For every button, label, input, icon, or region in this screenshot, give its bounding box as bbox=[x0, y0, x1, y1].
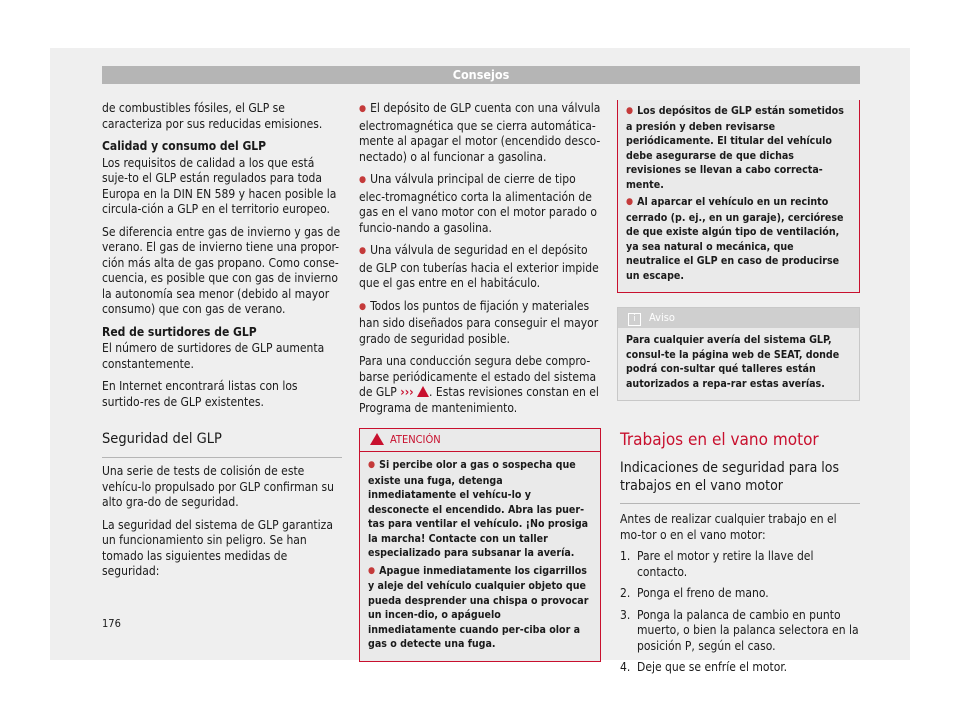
section-subtitle: Indicaciones de seguridad para los trabajos en el vano motor bbox=[620, 459, 860, 504]
step-number: 2. bbox=[620, 586, 631, 600]
warning-header bbox=[360, 429, 600, 452]
step-text: Pare el motor y retire la llave del contacto. bbox=[637, 549, 814, 579]
warning-text: Al aparcar el vehículo en un recinto cerrado (p. ej., en un garaje), cerciórese de que existe algún tipo de ventilación, ya sea natural o mecánica, que neutralice el GLP en caso de producirse un escape. bbox=[626, 196, 844, 282]
notice-body bbox=[618, 328, 859, 400]
warning-bullet bbox=[368, 564, 592, 652]
chapter-title: Trabajos en el vano motor bbox=[620, 430, 819, 450]
reference-arrow-link[interactable]: ››› bbox=[400, 385, 414, 399]
subheading-red-surtidores: Red de surtidores de GLP bbox=[102, 324, 257, 339]
warning-text: Si percibe olor a gas o sospecha que existe una fuga, detenga inmediatamente el vehícu-lo y desconecte el encendido. Abra las puer-tas para ventilar el vehículo. ¡No prosiga la marcha! Contacte con un taller especializado para subsanar la avería. bbox=[368, 459, 589, 559]
notice-text: Para cualquier avería del sistema GLP, consul-te la página web de SEAT, donde podrá con-sultar qué talleres están autorizados a repa-rar estas averías. bbox=[626, 334, 840, 390]
steps-list bbox=[620, 549, 860, 676]
paragraph-revision bbox=[359, 354, 601, 416]
warning-bullet bbox=[626, 195, 851, 283]
warning-triangle-icon bbox=[370, 433, 384, 445]
warning-box-continued bbox=[617, 100, 860, 293]
step-text: Ponga la palanca de cambio en punto muerto, o bien la palanca selectora en la posición P, según el caso. bbox=[637, 607, 859, 653]
paragraph-text: Para una conducción segura debe compro-barse periódicamente el estado del sistema de GLP bbox=[359, 354, 597, 399]
subheading-calidad: Calidad y consumo del GLP bbox=[102, 139, 267, 153]
header-title: Consejos bbox=[452, 67, 510, 82]
step-number: 1. bbox=[620, 549, 631, 563]
step-number: 3. bbox=[620, 607, 631, 622]
warning-title: ATENCIÓN bbox=[390, 433, 441, 446]
list-item bbox=[620, 608, 860, 655]
column-middle bbox=[359, 101, 601, 662]
bullet-text: Una válvula principal de cierre de tipo elec-tromagnético corta la alimentación de gas en el vano motor con el motor parado o funcio-nando a gasolina. bbox=[359, 172, 597, 235]
column-right bbox=[617, 100, 860, 682]
warning-bullet bbox=[368, 458, 592, 561]
paragraph: En Internet encontrará listas con los surtido-res de GLP existentes. bbox=[102, 379, 298, 409]
paragraph: de combustibles fósiles, el GLP se caracteriza por sus reducidas emisiones. bbox=[102, 101, 323, 131]
bullet-item bbox=[359, 101, 601, 165]
warning-text: Los depósitos de GLP están sometidos a presión y deben revisarse periódicamente. El titular del vehículo debe asegurarse de que dichas revisiones se llevan a cabo correcta-mente. bbox=[626, 105, 844, 191]
notice-header bbox=[618, 308, 859, 328]
info-icon: i bbox=[628, 313, 641, 326]
list-item bbox=[620, 586, 860, 602]
warning-bullet bbox=[626, 104, 851, 192]
column-left bbox=[102, 101, 342, 587]
bullet-item bbox=[359, 243, 601, 292]
bullet-text: Todos los puntos de fijación y materiales han sido diseñados para conseguir el mayor grado de seguridad posible. bbox=[359, 298, 599, 346]
section-title-seguridad: Seguridad del GLP bbox=[102, 430, 342, 458]
list-item bbox=[620, 549, 860, 580]
paragraph: Antes de realizar cualquier trabajo en el mo-tor o en el vano motor: bbox=[620, 512, 837, 542]
page-header bbox=[102, 66, 860, 84]
paragraph: Los requisitos de calidad a los que está suje-to el GLP están regulados para toda Europa en la DIN EN 589 y hacen posible la circula-ción a GLP en el territorio europeo. bbox=[102, 155, 337, 216]
paragraph: Se diferencia entre gas de invierno y gas de verano. El gas de invierno tiene una propor-ción más alta de gas propano. Como conse-cuencia, es posible que con gas de invierno la autonomía sea menor (debido al mayor consumo) que con gas de verano. bbox=[102, 224, 341, 316]
step-text: Ponga el freno de mano. bbox=[637, 586, 769, 600]
list-item bbox=[620, 660, 860, 676]
page-number: 176 bbox=[102, 617, 121, 630]
bullet-item bbox=[359, 172, 601, 236]
paragraph: Una serie de tests de colisión de este vehícu-lo propulsado por GLP confirman su alto gra-do de seguridad. bbox=[102, 464, 334, 509]
bullet-item bbox=[359, 299, 601, 348]
notice-box bbox=[617, 307, 860, 401]
warning-text: Apague inmediatamente los cigarrillos y aleje del vehículo cualquier objeto que pueda desprender una chispa o provocar un incen-dio, o apáguelo inmediatamente cuando per-ciba olor a gas o detecte una fuga. bbox=[368, 564, 589, 650]
notice-title: Aviso bbox=[649, 311, 675, 324]
warning-body bbox=[360, 452, 600, 661]
paragraph: La seguridad del sistema de GLP garantiza un funcionamiento sin peligro. Se han tomado las siguientes medidas de seguridad: bbox=[102, 517, 333, 578]
step-text: Deje que se enfríe el motor. bbox=[637, 660, 788, 674]
step-number: 4. bbox=[620, 660, 631, 674]
paragraph-text: . Estas revisiones constan en el Programa de mantenimiento. bbox=[359, 385, 599, 415]
warning-triangle-icon bbox=[417, 386, 429, 397]
bullet-text: Una válvula de seguridad en el depósito de GLP con tuberías hacia el exterior impide que el gas entre en el habitáculo. bbox=[359, 243, 599, 290]
warning-box bbox=[359, 428, 601, 662]
bullet-text: El depósito de GLP cuenta con una válvula electromagnética que se cierra automática-mente al apagar el motor (encendido desco-nectado) o al funcionar a gasolina. bbox=[359, 101, 601, 164]
paragraph: El número de surtidores de GLP aumenta constantemente. bbox=[102, 341, 325, 371]
